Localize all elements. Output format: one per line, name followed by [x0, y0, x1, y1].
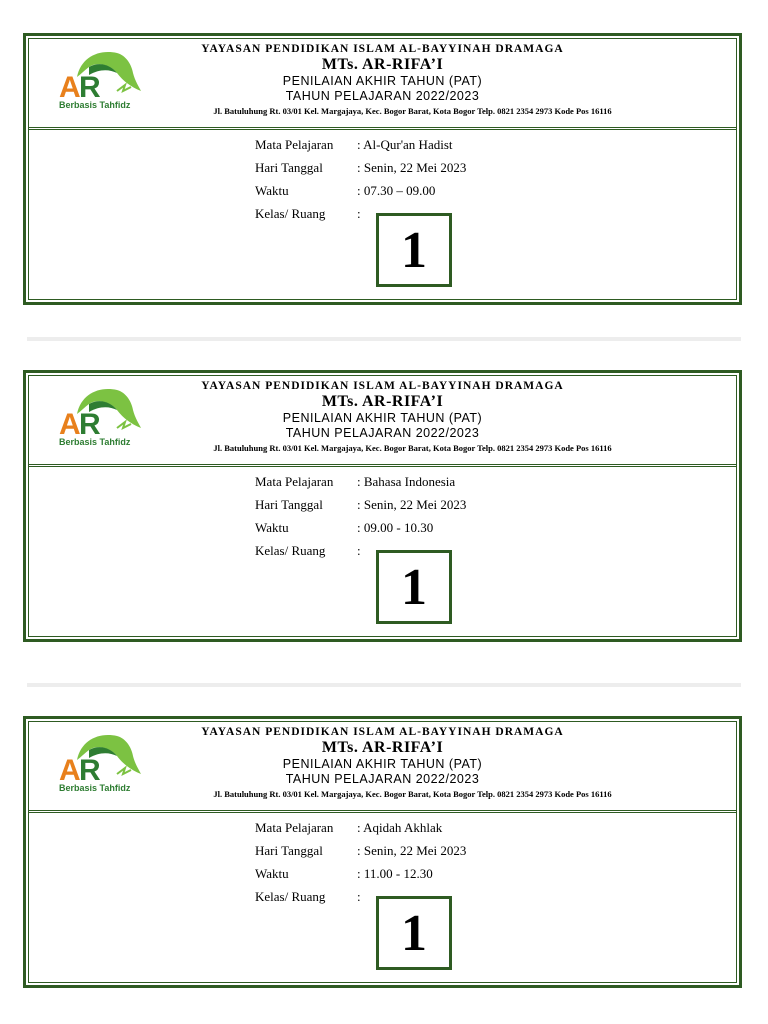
subject-row [255, 820, 442, 836]
room-row [255, 543, 361, 559]
school-name: MTs. AR-RIFA’I [321, 393, 444, 410]
card-body [29, 467, 736, 636]
date-label: Hari Tanggal [255, 497, 323, 512]
foundation-name: YAYASAN PENDIDIKAN ISLAM AL-BAYYINAH DRAMAGA [201, 726, 564, 738]
room-number: 1 [376, 896, 452, 970]
svg-text:A: A [59, 408, 81, 441]
time-row [255, 866, 433, 882]
svg-text:R: R [79, 71, 101, 104]
card-separator [27, 683, 741, 687]
date-value: : Senin, 22 Mei 2023 [357, 843, 467, 858]
exam-title: PENILAIAN AKHIR TAHUN (PAT) [282, 757, 483, 771]
room-label: Kelas/ Ruang [255, 543, 326, 558]
card-header [29, 39, 736, 130]
room-colon: : [357, 889, 361, 904]
date-label: Hari Tanggal [255, 843, 323, 858]
card-frame [28, 38, 737, 300]
time-row [255, 520, 433, 536]
logo-caption: Berbasis Tahfidz [59, 100, 131, 110]
time-value: : 11.00 - 12.30 [357, 866, 433, 881]
card-body [29, 813, 736, 982]
school-address: Jl. Batuluhung Rt. 03/01 Kel. Margajaya, Kec. Bogor Barat, Kota Bogor Telp. 0821 2354 2973 Kode Pos 16116 [213, 789, 612, 799]
exam-title: PENILAIAN AKHIR TAHUN (PAT) [282, 74, 483, 88]
room-label: Kelas/ Ruang [255, 889, 326, 904]
exam-card [23, 716, 742, 988]
subject-value: : Aqidah Akhlak [357, 820, 443, 835]
time-label: Waktu [255, 183, 289, 198]
school-name: MTs. AR-RIFA’I [321, 739, 444, 756]
time-label: Waktu [255, 866, 289, 881]
room-colon: : [357, 543, 361, 558]
exam-card [23, 33, 742, 305]
foundation-name: YAYASAN PENDIDIKAN ISLAM AL-BAYYINAH DRAMAGA [201, 380, 564, 392]
academic-year: TAHUN PELAJARAN 2022/2023 [285, 426, 480, 440]
room-colon: : [357, 206, 361, 221]
date-row [255, 497, 466, 513]
room-number: 1 [376, 213, 452, 287]
svg-text:A: A [59, 754, 81, 787]
school-name: MTs. AR-RIFA’I [321, 56, 444, 73]
date-value: : Senin, 22 Mei 2023 [357, 497, 467, 512]
room-label: Kelas/ Ruang [255, 206, 326, 221]
date-value: : Senin, 22 Mei 2023 [357, 160, 467, 175]
exam-title: PENILAIAN AKHIR TAHUN (PAT) [282, 411, 483, 425]
card-header [29, 376, 736, 467]
svg-text:R: R [79, 408, 101, 441]
subject-label: Mata Pelajaran [255, 137, 334, 152]
subject-row [255, 137, 453, 153]
subject-label: Mata Pelajaran [255, 820, 334, 835]
room-row [255, 889, 361, 905]
logo-caption: Berbasis Tahfidz [59, 783, 131, 793]
academic-year: TAHUN PELAJARAN 2022/2023 [285, 772, 480, 786]
date-label: Hari Tanggal [255, 160, 323, 175]
letterhead [29, 43, 736, 117]
school-address: Jl. Batuluhung Rt. 03/01 Kel. Margajaya, Kec. Bogor Barat, Kota Bogor Telp. 0821 2354 2973 Kode Pos 16116 [213, 106, 612, 116]
letterhead [29, 380, 736, 454]
time-label: Waktu [255, 520, 289, 535]
room-row [255, 206, 361, 222]
time-row [255, 183, 435, 199]
subject-value: : Al-Qur'an Hadist [357, 137, 453, 152]
svg-text:A: A [59, 71, 81, 104]
logo-caption: Berbasis Tahfidz [59, 437, 131, 447]
time-value: : 07.30 – 09.00 [357, 183, 436, 198]
card-separator [27, 337, 741, 341]
card-body [29, 130, 736, 299]
letterhead [29, 726, 736, 800]
subject-label: Mata Pelajaran [255, 474, 334, 489]
time-value: : 09.00 - 10.30 [357, 520, 434, 535]
academic-year: TAHUN PELAJARAN 2022/2023 [285, 89, 480, 103]
subject-row [255, 474, 455, 490]
school-address: Jl. Batuluhung Rt. 03/01 Kel. Margajaya, Kec. Bogor Barat, Kota Bogor Telp. 0821 2354 2973 Kode Pos 16116 [213, 443, 612, 453]
card-header [29, 722, 736, 813]
foundation-name: YAYASAN PENDIDIKAN ISLAM AL-BAYYINAH DRAMAGA [201, 43, 564, 55]
card-frame [28, 721, 737, 983]
svg-text:R: R [79, 754, 101, 787]
date-row [255, 160, 466, 176]
card-frame [28, 375, 737, 637]
room-number: 1 [376, 550, 452, 624]
exam-card [23, 370, 742, 642]
date-row [255, 843, 466, 859]
subject-value: : Bahasa Indonesia [357, 474, 456, 489]
